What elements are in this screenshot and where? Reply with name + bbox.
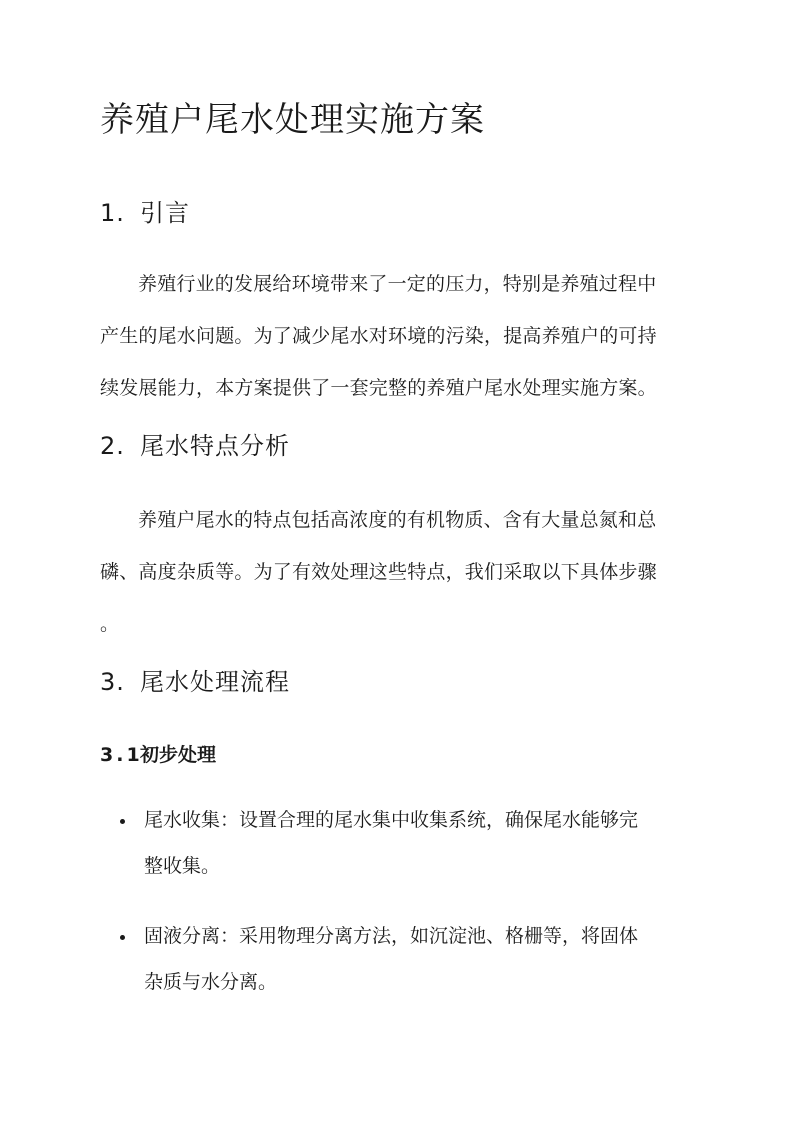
introduction-paragraph: [100, 258, 698, 414]
section-number: 2.: [100, 432, 125, 460]
section-heading-treatment-process: [100, 666, 290, 698]
paragraph-line: 产生的尾水问题。为了减少尾水对环境的污染，提高养殖户的可持: [100, 325, 657, 347]
section-number: 3.: [100, 668, 125, 696]
list-item-line: 整收集。: [144, 855, 221, 877]
paragraph-line: 磷、高度杂质等。为了有效处理这些特点，我们采取以下具体步骤: [100, 561, 657, 583]
list-item: [100, 913, 700, 1005]
bullet-icon: [120, 935, 125, 940]
paragraph-line: 养殖行业的发展给环境带来了一定的压力，特别是养殖过程中: [138, 273, 657, 295]
list-item-line: 杂质与水分离。: [144, 971, 278, 993]
list-item-line: 固液分离：采用物理分离方法，如沉淀池、格栅等，将固体: [144, 925, 639, 947]
bullet-icon: [120, 819, 125, 824]
subsection-heading-preliminary-treatment: [100, 742, 216, 768]
section-number: 1.: [100, 199, 125, 227]
section-title: 引言: [140, 199, 190, 227]
section-heading-wastewater-analysis: [100, 430, 290, 462]
list-item: [100, 797, 700, 889]
section-title: 尾水特点分析: [140, 432, 290, 460]
section-heading-introduction: [100, 197, 190, 229]
paragraph-line: 。: [100, 613, 120, 635]
list-item-line: 尾水收集：设置合理的尾水集中收集系统，确保尾水能够完: [144, 809, 639, 831]
paragraph-line: 续发展能力，本方案提供了一套完整的养殖户尾水处理实施方案。: [100, 377, 657, 399]
paragraph-line: 养殖户尾水的特点包括高浓度的有机物质、含有大量总氮和总: [138, 509, 657, 531]
section-title: 尾水处理流程: [140, 668, 290, 696]
analysis-paragraph: [100, 494, 698, 650]
subsection-number: 3.1: [100, 744, 143, 766]
subsection-title: 初步处理: [140, 744, 217, 766]
preliminary-treatment-list: [100, 797, 700, 1029]
document-title: 养殖户尾水处理实施方案: [100, 100, 485, 140]
